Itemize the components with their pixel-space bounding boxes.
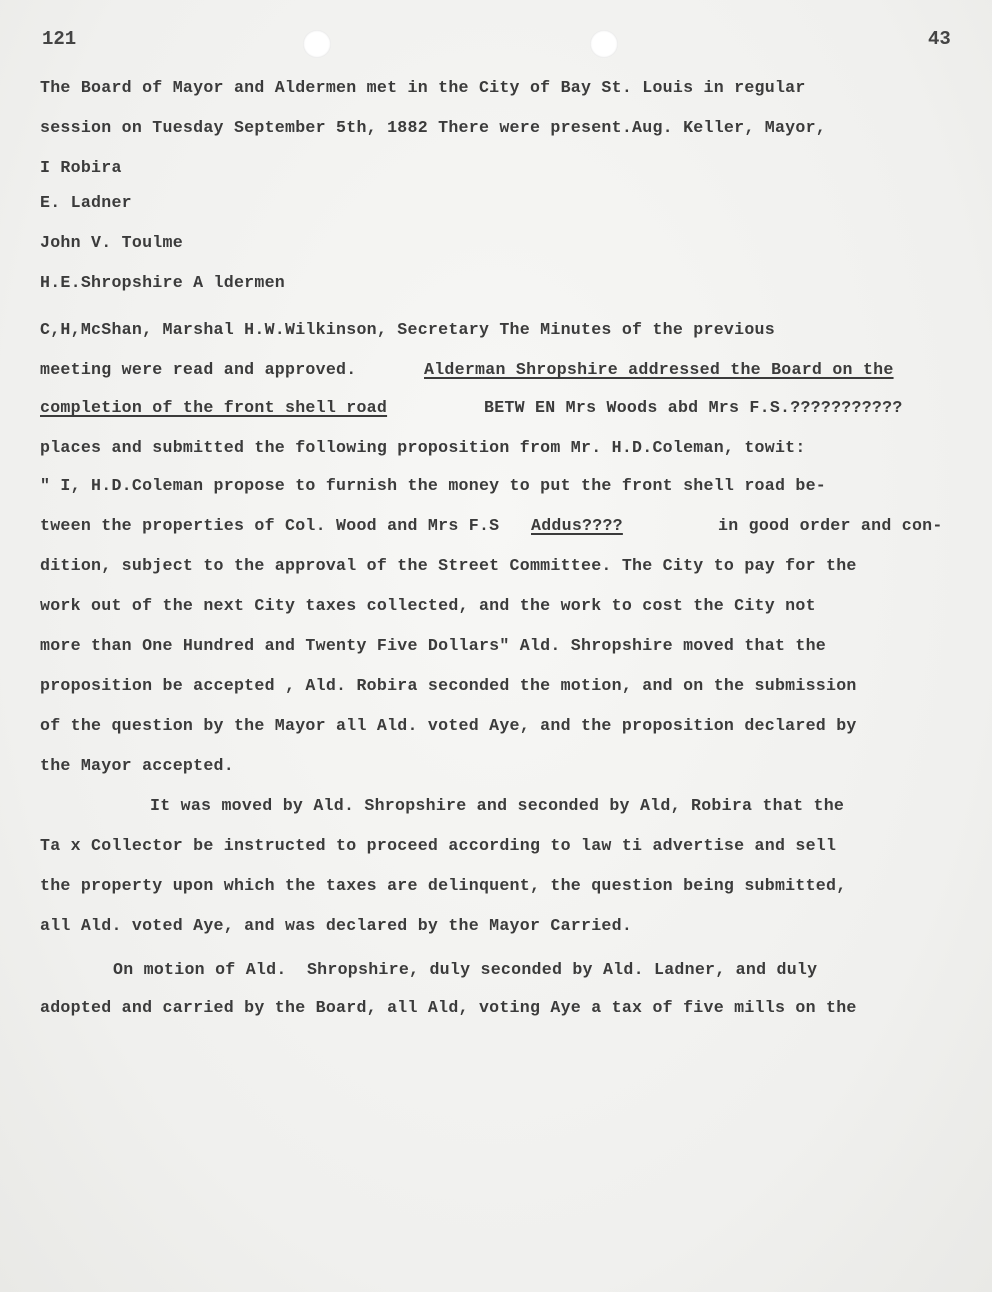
underlined-text: Alderman Shropshire addressed the Board on the	[424, 360, 894, 379]
punch-hole-right	[590, 30, 618, 58]
text-line: of the question by the Mayor all Ald. voted Aye, and the proposition declared by	[40, 716, 857, 735]
text-line: " I, H.D.Coleman propose to furnish the money to put the front shell road be-	[40, 476, 827, 495]
text-line: John V. Toulme	[40, 233, 183, 252]
text-line: H.E.Shropshire A ldermen	[40, 273, 285, 292]
page-number-left: 121	[42, 28, 77, 50]
text-line: the property upon which the taxes are delinquent, the question being submitted,	[40, 876, 847, 895]
text-line: work out of the next City taxes collected, and the work to cost the City not	[40, 596, 816, 615]
text-line: all Ald. voted Aye, and was declared by the Mayor Carried.	[40, 916, 633, 935]
underlined-text: completion of the front shell road	[40, 398, 388, 417]
punch-hole-left	[303, 30, 331, 58]
text-line: On motion of Ald. Shropshire, duly seconded by Ald. Ladner, and duly	[113, 960, 818, 979]
text-line: adopted and carried by the Board, all Ald, voting Aye a tax of five mills on the	[40, 998, 857, 1017]
text-line: more than One Hundred and Twenty Five Dollars" Ald. Shropshire moved that the	[40, 636, 827, 655]
text-line: tween the properties of Col. Wood and Mrs F.S	[40, 516, 500, 535]
text-line: the Mayor accepted.	[40, 756, 234, 775]
page-number-right: 43	[928, 28, 951, 50]
underlined-text: Addus????	[531, 516, 623, 535]
text-line: The Board of Mayor and Aldermen met in the City of Bay St. Louis in regular	[40, 78, 806, 97]
text-line: C,H,McShan, Marshal H.W.Wilkinson, Secretary The Minutes of the previous	[40, 320, 775, 339]
text-line: session on Tuesday September 5th, 1882 There were present.Aug. Keller, Mayor,	[40, 118, 827, 137]
text-line: dition, subject to the approval of the Street Committee. The City to pay for the	[40, 556, 857, 575]
text-line: BETW EN Mrs Woods abd Mrs F.S.???????????	[484, 398, 903, 417]
text-line: proposition be accepted , Ald. Robira seconded the motion, and on the submission	[40, 676, 857, 695]
text-line: places and submitted the following proposition from Mr. H.D.Coleman, towit:	[40, 438, 806, 457]
text-line: It was moved by Ald. Shropshire and seconded by Ald, Robira that the	[150, 796, 845, 815]
text-line: Ta x Collector be instructed to proceed according to law ti advertise and sell	[40, 836, 837, 855]
text-line: I Robira	[40, 158, 122, 177]
text-line: meeting were read and approved.	[40, 360, 357, 379]
text-line: in good order and con-	[718, 516, 943, 535]
text-line: E. Ladner	[40, 193, 132, 212]
